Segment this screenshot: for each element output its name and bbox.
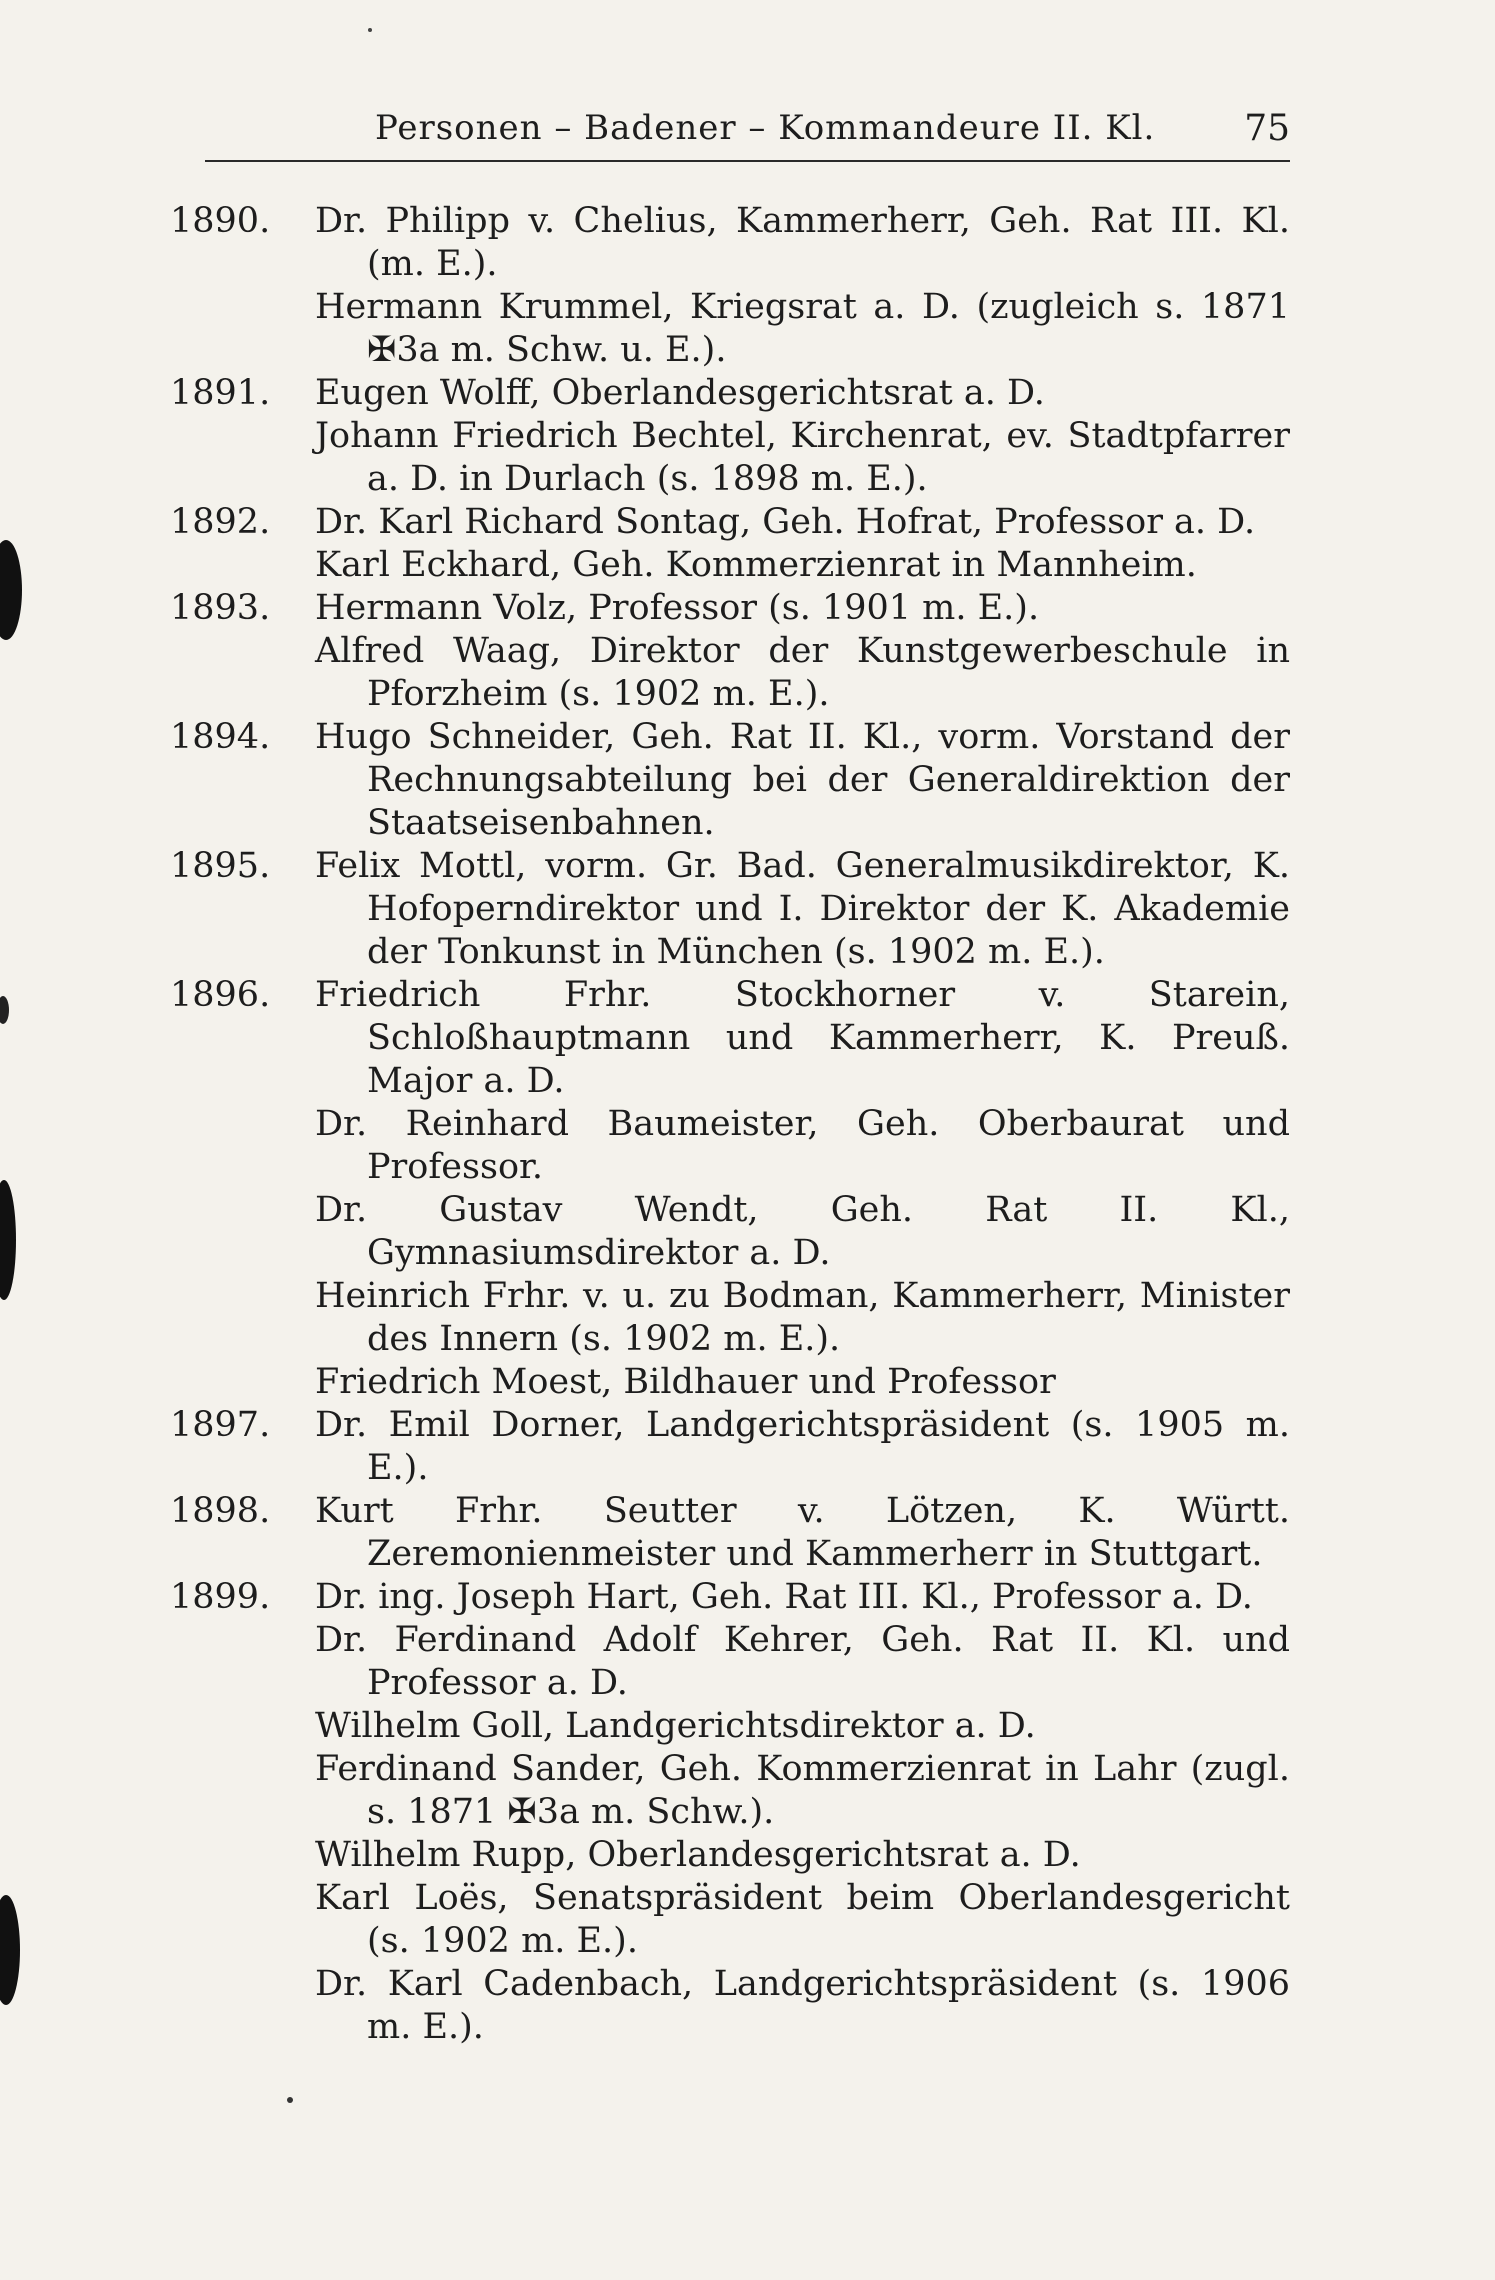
entry-text: Dr. Emil Dorner, Landgerichtspräsident (s. 1905 m. E.).: [315, 1405, 1290, 1488]
entry-text: Dr. Philipp v. Chelius, Kammerherr, Geh. Rat III. Kl. (m. E.).: [315, 201, 1290, 284]
year-group: [170, 845, 1290, 974]
entry-text: Karl Loës, Senatspräsident beim Oberlandesgericht (s. 1902 m. E.).: [315, 1878, 1290, 1961]
entry-year: 1891.: [170, 373, 271, 413]
year-group: [170, 200, 1290, 372]
register-entry: [170, 1705, 1290, 1748]
register-entry: [170, 1189, 1290, 1275]
entry-text: Hermann Volz, Professor (s. 1901 m. E.).: [315, 588, 1040, 628]
entry-text: Ferdinand Sander, Geh. Kommerzienrat in Lahr (zugl. s. 1871 ✠3a m. Schw.).: [315, 1749, 1290, 1832]
register-entry: [170, 286, 1290, 372]
entry-text: Dr. Gustav Wendt, Geh. Rat II. Kl., Gymnasiumsdirektor a. D.: [315, 1190, 1290, 1273]
entry-text: Felix Mottl, vorm. Gr. Bad. Generalmusikdirektor, K. Hofoperndirektor und I. Direktor der K. Akademie der Tonkunst in München (s. 1902 m. E.).: [315, 846, 1290, 972]
entry-text: Wilhelm Rupp, Oberlandesgerichtsrat a. D.: [315, 1835, 1081, 1875]
entry-text: Kurt Frhr. Seutter v. Lötzen, K. Württ. Zeremonienmeister und Kammerherr in Stuttgart.: [315, 1491, 1290, 1574]
entry-text: Friedrich Moest, Bildhauer und Professor: [315, 1362, 1056, 1402]
entry-text: Hermann Krummel, Kriegsrat a. D. (zugleich s. 1871 ✠3a m. Schw. u. E.).: [315, 287, 1290, 370]
register-entry: [170, 716, 1290, 845]
register-entry: [170, 1963, 1290, 2049]
year-group: [170, 1576, 1290, 2049]
entry-text: Friedrich Frhr. Stockhorner v. Starein, Schloßhauptmann und Kammerherr, K. Preuß. Major a. D.: [315, 975, 1290, 1101]
entry-text: Dr. Karl Richard Sontag, Geh. Hofrat, Professor a. D.: [315, 502, 1256, 542]
register-entry: [170, 1877, 1290, 1963]
year-group: [170, 372, 1290, 501]
register-entry: [170, 1404, 1290, 1490]
year-group: [170, 587, 1290, 716]
register-entry: [170, 630, 1290, 716]
entry-year: 1896.: [170, 975, 271, 1015]
year-group: [170, 1490, 1290, 1576]
entry-year: 1898.: [170, 1491, 271, 1531]
entry-text: Dr. Ferdinand Adolf Kehrer, Geh. Rat II. Kl. und Professor a. D.: [315, 1620, 1290, 1703]
register-entry: [170, 1748, 1290, 1834]
year-group: [170, 974, 1290, 1404]
register-entry: [170, 1361, 1290, 1404]
register-entry: [170, 1834, 1290, 1877]
entry-text: Dr. Karl Cadenbach, Landgerichtspräsident (s. 1906 m. E.).: [315, 1964, 1290, 2047]
entry-text: Dr. ing. Joseph Hart, Geh. Rat III. Kl., Professor a. D.: [315, 1577, 1253, 1617]
register-entry: [170, 544, 1290, 587]
register-entry: [170, 587, 1290, 630]
register-entry: [170, 1103, 1290, 1189]
entry-text: Hugo Schneider, Geh. Rat II. Kl., vorm. Vorstand der Rechnungsabteilung bei der Generaldirektion der Staatseisenbahnen.: [315, 717, 1290, 843]
register-entry: [170, 845, 1290, 974]
year-group: [170, 501, 1290, 587]
register-entries: [170, 200, 1290, 2049]
entry-year: 1897.: [170, 1405, 271, 1445]
running-title: Personen – Badener – Kommandeure II. Kl.: [375, 108, 1156, 148]
register-entry: [170, 1576, 1290, 1619]
register-entry: [170, 372, 1290, 415]
entry-year: 1890.: [170, 201, 271, 241]
entry-year: 1899.: [170, 1577, 271, 1617]
entry-year: 1894.: [170, 717, 271, 757]
entry-text: Wilhelm Goll, Landgerichtsdirektor a. D.: [315, 1706, 1036, 1746]
entry-text: Johann Friedrich Bechtel, Kirchenrat, ev. Stadtpfarrer a. D. in Durlach (s. 1898 m. E.).: [315, 416, 1290, 499]
entry-text: Alfred Waag, Direktor der Kunstgewerbeschule in Pforzheim (s. 1902 m. E.).: [315, 631, 1290, 714]
entry-text: Heinrich Frhr. v. u. zu Bodman, Kammerherr, Minister des Innern (s. 1902 m. E.).: [315, 1276, 1290, 1359]
entry-text: Eugen Wolff, Oberlandesgerichtsrat a. D.: [315, 373, 1045, 413]
entry-text: Karl Eckhard, Geh. Kommerzienrat in Mannheim.: [315, 545, 1197, 585]
entry-year: 1892.: [170, 502, 271, 542]
register-entry: [170, 974, 1290, 1103]
register-entry: [170, 200, 1290, 286]
register-entry: [170, 501, 1290, 544]
year-group: [170, 1404, 1290, 1490]
register-entry: [170, 1619, 1290, 1705]
year-group: [170, 716, 1290, 845]
register-entry: [170, 1490, 1290, 1576]
page-number: 75: [1244, 108, 1290, 149]
entry-year: 1893.: [170, 588, 271, 628]
entry-text: Dr. Reinhard Baumeister, Geh. Oberbaurat und Professor.: [315, 1104, 1290, 1187]
entry-year: 1895.: [170, 846, 271, 886]
running-head: [205, 100, 1290, 162]
register-entry: [170, 415, 1290, 501]
register-entry: [170, 1275, 1290, 1361]
